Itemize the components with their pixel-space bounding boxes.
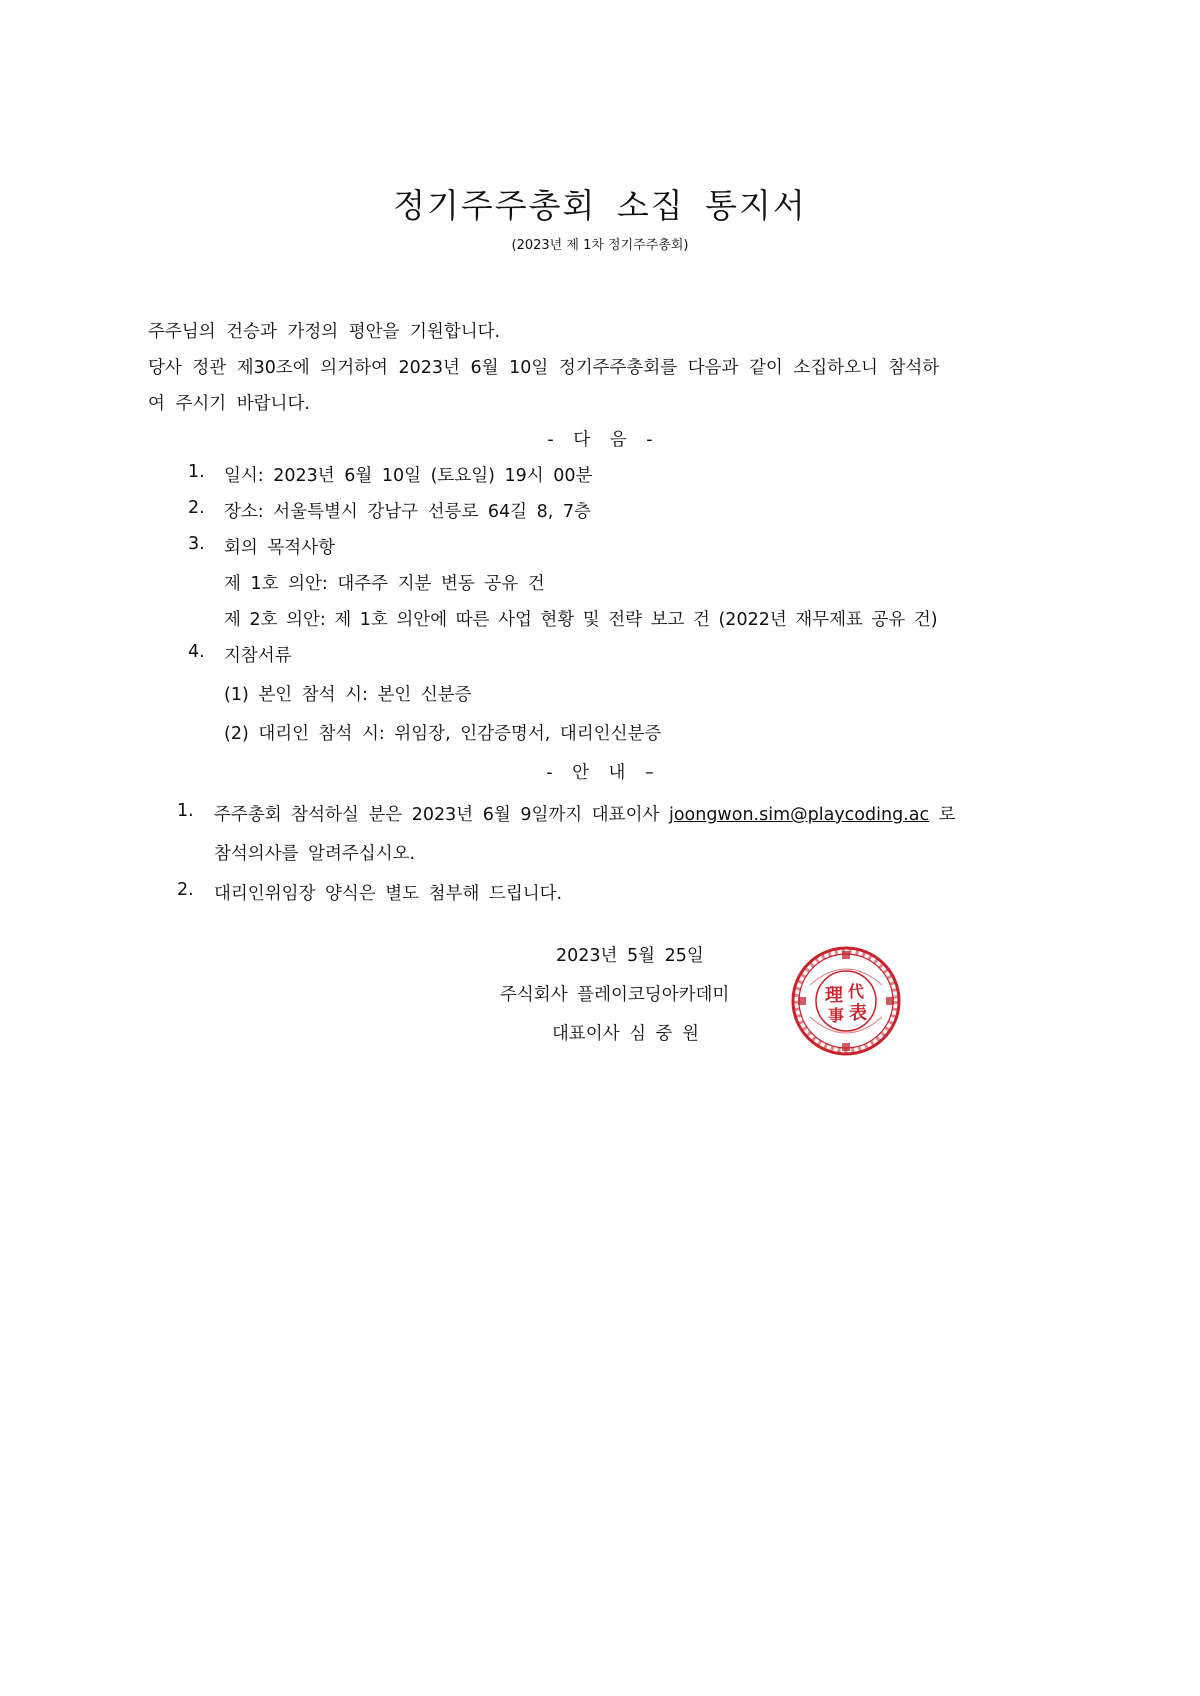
seal-glyph: 事 (827, 1006, 845, 1025)
document-required-1: (1) 본인 참석 시: 본인 신분증 (224, 685, 472, 705)
page-subtitle: (2023년 제 1차 정기주주총회) (511, 238, 689, 253)
item-location: 장소: 서울특별시 강남구 선릉로 64길 8, 7층 (224, 502, 591, 522)
intro-line-2: 여 주시기 바랍니다. (148, 394, 310, 414)
company-name: 주식회사 플레이코딩아카데미 (500, 985, 730, 1005)
notice-1-text-after: 로 (938, 805, 956, 825)
agenda-item-1: 제 1호 의안: 대주주 지분 변동 공유 건 (224, 574, 545, 594)
agenda-item-2: 제 2호 의안: 제 1호 의안에 따른 사업 현황 및 전략 보고 건 (2022년 재무제표 공유 건) (224, 610, 938, 630)
item-documents-heading: 지참서류 (224, 646, 292, 666)
company-seal-icon (790, 945, 902, 1057)
document-required-2: (2) 대리인 참석 시: 위임장, 인감증명서, 대리인신분증 (224, 724, 662, 744)
page-title: 정기주주총회 소집 통지서 (393, 186, 807, 225)
item-number: 1. (188, 462, 205, 482)
item-number: 4. (188, 642, 205, 662)
contact-email-link[interactable]: joongwon.sim@playcoding.ac (668, 805, 930, 825)
intro-line-1: 당사 정관 제30조에 의거하여 2023년 6월 10일 정기주주총회를 다음과 같이 소집하오니 참석하 (148, 358, 940, 378)
seal-glyph: 理 (825, 985, 843, 1006)
item-agenda-heading: 회의 목적사항 (224, 538, 335, 558)
item-number: 3. (188, 534, 205, 554)
seal-glyph: 代 (847, 982, 865, 1001)
seal-glyph: 表 (849, 1003, 867, 1024)
section-heading-next: - 다 음 - (547, 430, 653, 450)
greeting: 주주님의 건승과 가정의 평안을 기원합니다. (148, 322, 501, 342)
section-heading-notice: - 안 내 – (546, 763, 654, 783)
ceo-name: 대표이사 심 중 원 (552, 1024, 700, 1044)
item-datetime: 일시: 2023년 6월 10일 (토요일) 19시 00분 (224, 466, 593, 486)
notice-1-continuation: 참석의사를 알려주십시오. (214, 844, 416, 864)
notice-number: 1. (177, 801, 194, 821)
notice-1-text: 주주총회 참석하실 분은 2023년 6월 9일까지 대표이사 (214, 805, 660, 825)
issue-date: 2023년 5월 25일 (556, 946, 704, 966)
notice-1-line (214, 801, 956, 826)
notice-2-text: 대리인위임장 양식은 별도 첨부해 드립니다. (214, 884, 563, 904)
item-number: 2. (188, 498, 205, 518)
notice-number: 2. (177, 880, 194, 900)
